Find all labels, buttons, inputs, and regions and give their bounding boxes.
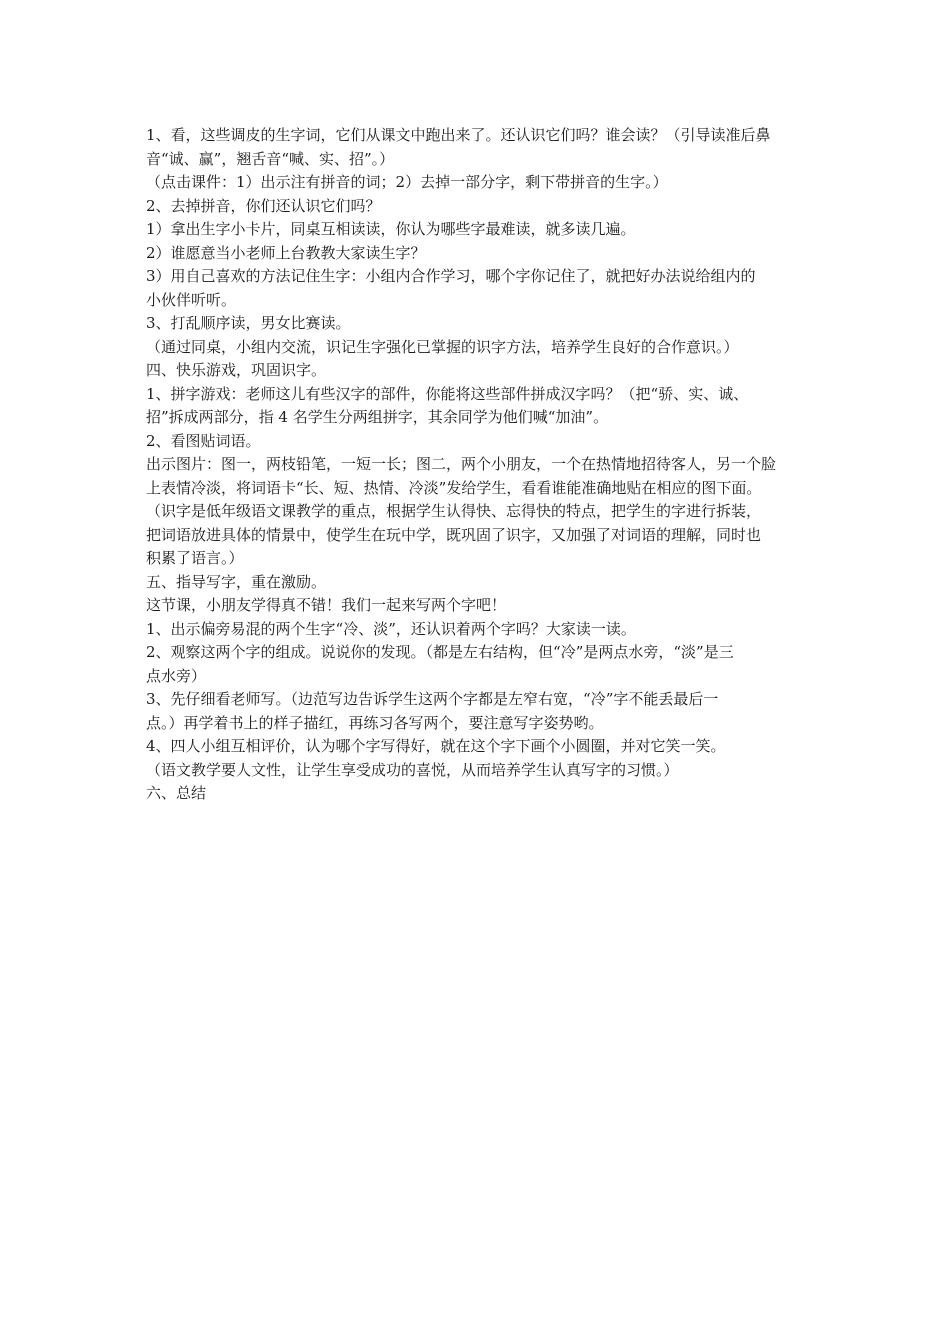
text-line: 点。）再学着书上的样子描红，再练习各写两个，要注意写字姿势哟。 — [146, 713, 604, 732]
text-line: 上表情冷淡，将词语卡“长、短、热情、冷淡”发给学生，看看谁能准确地贴在相应的图下面。 — [146, 478, 762, 497]
section-heading: 六、总结 — [146, 784, 207, 802]
text-line: 1）拿出生字小卡片，同桌互相读读，你认为哪些字最难读，就多读几遍。 — [146, 220, 636, 238]
text-line: （识字是低年级语文课教学的重点，根据学生认得快、忘得快的特点，把学生的字进行拆装， — [146, 502, 762, 520]
text-line: 点水旁） — [146, 666, 207, 685]
document-body — [146, 124, 810, 806]
text-line: 1、看，这些调皮的生字词，它们从课文中跑出来了。还认识它们吗？谁会读？（引导读准后鼻 — [146, 126, 771, 144]
text-line: （语文教学要人文性，让学生享受成功的喜悦，从而培养学生认真写字的习惯。） — [146, 760, 679, 779]
section-heading: 五、指导写字，重在激励。 — [146, 572, 327, 591]
text-line: 出示图片：图一，两枝铅笔，一短一长；图二，两个小朋友，一个在热情地招待客人，另一个脸 — [146, 455, 777, 473]
text-line: 小伙伴听听。 — [146, 290, 237, 309]
text-line: 4、四人小组互相评价，认为哪个字写得好，就在这个字下画个小圆圈，并对它笑一笑。 — [146, 737, 726, 755]
text-line: 2、去掉拼音，你们还认识它们吗？ — [146, 196, 381, 215]
text-line: 这节课，小朋友学得真不错！我们一起来写两个字吧！ — [146, 596, 507, 614]
text-line: 积累了语言。） — [146, 549, 244, 567]
text-line: 2、观察这两个字的组成。说说你的发现。（都是左右结构，但“冷”是两点水旁，“淡”是三 — [146, 643, 734, 661]
text-line: 3、先仔细看老师写。（边范写边告诉学生这两个字都是左窄右宽，“冷”字不能丢最后一 — [146, 690, 719, 708]
text-line: 3）用自己喜欢的方法记住生字：小组内合作学习，哪个字你记住了，就把好办法说给组内的 — [146, 267, 756, 285]
text-line: 2、看图贴词语。 — [146, 431, 261, 450]
text-line: 3、打乱顺序读，男女比赛读。 — [146, 314, 351, 332]
text-line: 1、出示偏旁易混的两个生字“冷、淡”，还认识着两个字吗？大家读一读。 — [146, 619, 636, 638]
section-heading: 四、快乐游戏，巩固识字。 — [146, 361, 327, 379]
text-line: 把词语放进具体的情景中，使学生在玩中学，既巩固了识字，又加强了对词语的理解，同时也 — [146, 525, 762, 544]
text-line: （通过同桌，小组内交流，识记生字强化已掌握的识字方法，培养学生良好的合作意识。） — [146, 337, 739, 356]
text-line: （点击课件：1）出示注有拼音的词；2）去掉一部分字，剩下带拼音的生字。） — [146, 173, 668, 191]
text-line: 招”拆成两部分，指 4 名学生分两组拼字，其余同学为他们喊“加油”。 — [146, 408, 609, 426]
text-line: 2）谁愿意当小老师上台教教大家读生字？ — [146, 243, 426, 262]
text-line: 1、拼字游戏：老师这儿有些汉字的部件，你能将这些部件拼成汉字吗？（把“骄、实、诚、 — [146, 384, 749, 403]
text-line: 音“诚、赢”，翘舌音“喊、实、招”。） — [146, 149, 395, 168]
